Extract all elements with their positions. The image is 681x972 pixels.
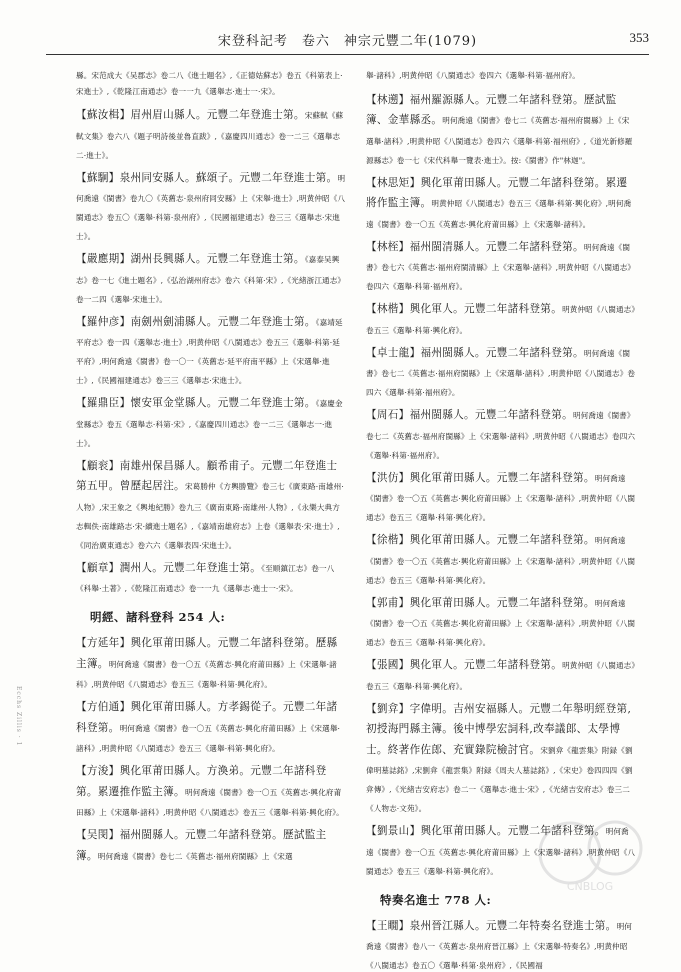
entry-bio: 興化軍莆田縣人。元豐二年諸科登第。 (420, 825, 605, 837)
entry-citation: 明何喬遠《閩書》卷七二《英舊志·福州府閩縣》上《宋選舉·諸科》,明黄仲昭《八閩通志》卷四六《選舉·科第·福州府》。 (366, 411, 635, 460)
right-column (366, 68, 636, 898)
entry-list-mingjing (76, 631, 347, 864)
entry-citation: 《嘉靖延平府志》卷一四《選舉志·進士》,明黄仲昭《八閩通志》卷五三《選舉·科第·延平府》,明何喬遠《閩書》卷一〇一《英舊志·延平府南平縣》上《宋選舉·進士》,《民國福建通志》卷三三《選舉志·宋進士》。 (76, 318, 343, 386)
entry (76, 695, 347, 755)
entry (366, 235, 636, 294)
entry (76, 247, 347, 306)
entry-citation: 《嘉慶金堂縣志》卷五《選舉志·科第·宋》,《嘉慶四川通志》卷一二三《選舉志一·進士》。 (76, 399, 343, 448)
entry-citation: 明何喬遠《閩書》卷七二《英舊志·福州府閩縣》上《宋選舉·諸科》,明黄仲昭《八閩通志》卷四六《選舉·科第·福州府》。 (366, 349, 635, 398)
entry-bio: 興化軍莆田縣人。方孝錫從子。元豐二年諸科登第。 (76, 701, 337, 734)
entry-name: 【方浚】 (76, 765, 120, 777)
entry-citation: 明黄仲昭《八閩通志》卷五三《選舉·科第·興化府》。 (366, 661, 635, 691)
entry-citation: 明何喬遠《閩書》卷一〇五《英舊志·興化府莆田縣》上《宋選舉·諸科》,明黄仲昭《八閩通志》卷五三《選舉·科第·興化府》。 (366, 827, 635, 876)
entry-citation: 宋劉弇《龍雲集》附録《劉偉明墓誌銘》,宋劉弇《龍雲集》附録《周夫人墓誌銘》,《宋史》卷四四四《劉弇傳》,《光緒吉安府志》卷二一《選舉志·進士·宋》,《光緒吉安府志》卷三二《人物志·文苑》。 (366, 746, 633, 814)
entry-name: 【林遡】 (366, 94, 410, 106)
entry-citation: 明何喬遠《閩書》卷八一《英舊志·泉州府晉江縣》上《宋選舉·特奏名》,明黄仲昭《八閩通志》卷五〇《選舉·科第·泉州府》,《民國福 (366, 922, 632, 971)
continuation-text (76, 68, 347, 99)
entry-citation: 明何喬遠《閩書》卷七二《英舊志·福州府閩縣》上《宋選舉·諸科》,明黄仲昭《八閩通志》卷四六《選舉·科第·福州府》,《道光新修羅源縣志》卷一七《宋代科舉一覽表·進士》。按:《閩書》作"林迦"。 (366, 116, 632, 165)
entry-name: 【劉景山】 (366, 825, 420, 837)
entry-name: 【方延年】 (76, 637, 130, 649)
entry-citation: 明何喬遠《閩書》卷一〇五《英舊志·興化府莆田縣》上《宋選舉·諸科》,明黄仲昭《八閩通志》卷五三《選舉·科第·興化府》。 (366, 474, 635, 523)
entry-bio: 潤州人。元豐二年登進士第。 (120, 562, 262, 574)
entry (76, 631, 347, 691)
entry-bio: 南劍州劍浦縣人。元豐二年登進士第。 (130, 316, 315, 328)
entry (76, 103, 347, 162)
watermark-text: CNBLOG (567, 880, 613, 893)
entry-bio: 興化軍莆田縣人。元豐二年諸科登第。累遷將作監主簿。 (366, 177, 627, 210)
entry (366, 697, 636, 816)
entry (76, 556, 347, 596)
entry (76, 166, 347, 244)
entry-name: 【卓士龍】 (366, 347, 420, 359)
entry-citation: 明何喬遠《閩書》卷一〇五《英舊志·興化府莆田縣》上《宋選舉·諸科》,明黄仲昭《八閩通志》卷五三《選舉·科第·興化府》。 (76, 724, 340, 754)
entry (76, 391, 347, 450)
entry-bio: 興化軍莆田縣人。元豐二年諸科登第。 (410, 597, 595, 609)
entry-name: 【顧衮】 (76, 460, 120, 472)
entry-citation: 明何喬遠《閩書》卷九〇《英舊志·泉州府同安縣》上《宋舉·進士》,明黄仲昭《八閩通志》卷五〇《選舉·科第·泉州府》,《民國福建通志》卷三三《選舉志·宋進士》。 (76, 174, 345, 242)
entry-name: 【蘇汝楫】 (76, 109, 130, 121)
section-heading-mingjing: 明經、諸科登科 254 人: (90, 609, 347, 625)
entry-name: 【周石】 (366, 409, 410, 421)
running-title: 宋登科記考 卷六 神宗元豐二年(1079) (46, 30, 649, 49)
entry (366, 591, 636, 650)
entry (76, 454, 347, 552)
entry (366, 528, 636, 587)
entry (366, 403, 636, 462)
entry-name: 【王瞯】 (366, 920, 410, 932)
entry-name: 【吴閔】 (76, 829, 120, 841)
entry-name: 【羅鼎臣】 (76, 397, 130, 409)
entry (366, 297, 636, 337)
continuation-right: 舉·諸科》,明黄仲昭《八閩通志》卷四六《選舉·科第·福州府》。 (366, 71, 580, 80)
entry-bio: 興化軍莆田縣人。元豐二年諸科登第。歷縣主簿。 (76, 637, 337, 670)
entry (366, 653, 636, 693)
entry-citation: 明何喬遠《閩書》卷七六《英舊志·福州府閩清縣》上《宋選舉·諸科》,明黄仲昭《八閩通志》卷四六《選舉·科第·福州府》。 (366, 243, 635, 292)
entry-bio: 泉州晉江縣人。元豐二年特奏名登進士第。 (410, 920, 617, 932)
entry-citation: 明何喬遠《閩書》卷一〇五《英舊志·興化府莆田縣》上《宋選舉·諸科》,明黄仲昭《八閩通志》卷五三《選舉·科第·興化府》。 (366, 599, 635, 648)
entry-citation: 宋葛勝仲《方輿勝覽》卷三七《廣東路·南雄州·人物》,宋王象之《輿地紀勝》卷九三《廣南東路·南雄州·人物》,《永樂大典方志輯佚·南雄路志·宋·續進士題名》,《嘉靖南雄府志》上卷《選舉表·宋·進士》,《同治廣東通志》卷六六《選舉表四·宋進士》。 (76, 482, 344, 550)
entry-bio: 福州羅源縣人。元豐二年諸科登第。歷試監簿、金華縣丞。 (366, 94, 617, 127)
entry-name: 【嚴應期】 (76, 253, 130, 265)
entry-name: 【林思矩】 (366, 177, 420, 189)
entry-name: 【羅仲彦】 (76, 316, 130, 328)
left-column (76, 68, 347, 918)
entry-bio: 興化軍莆田縣人。元豐二年諸科登第。 (410, 534, 595, 546)
entry-bio: 興化軍人。元豐二年諸科登第。 (410, 659, 563, 671)
entry-bio: 福州閩縣人。元豐二年諸科登第。 (410, 409, 573, 421)
entry-bio: 泉州同安縣人。蘇頌子。元豐二年登進士第。 (120, 172, 338, 184)
entry-name: 【郭甫】 (366, 597, 410, 609)
entry-name: 【林楷】 (366, 303, 410, 315)
entry-bio: 湖州長興縣人。元豐二年登進士第。 (130, 253, 304, 265)
entry-bio: 福州閩縣人。元豐二年諸科登第。 (420, 347, 583, 359)
entry-citation: 明何喬遠《閩書》卷一〇五《英舊志·興化府莆田縣》上《宋選舉·諸科》,明黄仲昭《八閩通志》卷五三《選舉·科第·興化府》。 (366, 536, 635, 585)
entry (366, 171, 636, 231)
entry-bio: 眉州眉山縣人。元豐二年登進士第。 (130, 109, 304, 121)
entry (76, 823, 347, 864)
entry-citation: 明何喬遠《閩書》卷七二《英舊志·福州府閩縣》上《宋選 (98, 852, 293, 861)
entry-name: 【林桎】 (366, 241, 410, 253)
entry-name: 【顧章】 (76, 562, 120, 574)
page-header (46, 28, 649, 50)
entry-name: 【蘇駉】 (76, 172, 120, 184)
entry (366, 88, 636, 167)
entry-citation: 明黄仲昭《八閩通志》卷五三《選舉·科第·興化府》。 (366, 305, 635, 335)
entry-citation: 宋蘇軾《蘇軾文集》卷六八《題子明詩後並魯直跋》,《嘉慶四川通志》卷一二三《選舉志二·進士》。 (76, 111, 343, 160)
entry-bio: 福州閩清縣人。元豐二年諸科登第。 (410, 241, 584, 253)
entry-citation: 明黄仲昭《八閩通志》卷五三《選舉·科第·興化府》,明何喬遠《閩書》卷一〇五《英舊志·興化府莆田縣》上《宋選舉·諸科》。 (366, 199, 631, 229)
entry-citation: 《至順鎮江志》卷一八《科舉·土著》,《乾隆江南通志》卷一一九《選舉志·進士一·宋》。 (76, 564, 334, 594)
entry-name: 【洪仿】 (366, 472, 410, 484)
entry-bio: 興化軍人。元豐二年諸科登第。 (410, 303, 563, 315)
entry-citation: 明何喬遠《閩書》卷一〇五《英舊志·興化府莆田縣》上《宋選舉·諸科》,明黄仲昭《八閩通志》卷五三《選舉·科第·興化府》。 (76, 660, 337, 690)
entry-bio: 懷安軍金堂縣人。元豐二年登進士第。 (130, 397, 315, 409)
entry-name: 【劉弇】 (366, 703, 410, 715)
entry (366, 466, 636, 525)
entry-bio: 南雄州保昌縣人。顧希甫子。元豐二年登進士第五甲。曾歷起居注。 (76, 460, 337, 493)
entry (366, 341, 636, 400)
margin-note: Ecchs Zillis · 1 (14, 686, 22, 746)
continuation-text (366, 68, 636, 84)
entry-bio: 福州閩縣人。元豐二年諸科登第。歷試監主簿。 (76, 829, 327, 862)
section-heading-tezouming: 特奏名進士 778 人: (380, 892, 636, 908)
entry-bio: 字偉明。吉州安福縣人。元豐二年舉明經登第,初授海門縣主簿。後中博學宏詞科,改奉議郎、太學博士。終著作佐郎、充實錄院檢討官。 (366, 703, 631, 756)
entry (366, 914, 636, 972)
entry-citation: 《嘉泰吴興志》卷一七《進士題名》,《弘治湖州府志》卷六《科第·宋》,《光緒浙江通志》卷一二四《選舉·宋進士》。 (76, 255, 345, 304)
entry-list-jinshi (76, 103, 347, 595)
page-number: 353 (630, 30, 650, 46)
entry-list-tezouming (366, 914, 636, 972)
entry (76, 310, 347, 388)
entry-bio: 興化軍莆田縣人。元豐二年諸科登第。 (410, 472, 595, 484)
entry (76, 759, 347, 819)
entry-name: 【徐楷】 (366, 534, 410, 546)
header-rule (46, 54, 649, 55)
entry-list-zhuke (366, 88, 636, 878)
entry-citation: 明何喬遠《閩書》卷一〇五《英舊志·興化府莆田縣》上《宋選舉·諸科》,明黄仲昭《八閩通志》卷五三《選舉·科第·興化府》。 (76, 788, 344, 818)
entry-name: 【方伯通】 (76, 701, 130, 713)
entry (366, 819, 636, 878)
continuation-left: 縣。宋范成大《吴郡志》卷二八《進士題名》,《正德姑蘇志》卷五《科第表上·宋進士》,《乾隆江南通志》卷一一九《選舉志·進士一·宋》。 (76, 71, 343, 96)
entry-name: 【張國】 (366, 659, 410, 671)
entry-bio: 興化軍莆田縣人。方渙弟。元豐二年諸科登第。累遷推作監主簿。 (76, 765, 327, 798)
